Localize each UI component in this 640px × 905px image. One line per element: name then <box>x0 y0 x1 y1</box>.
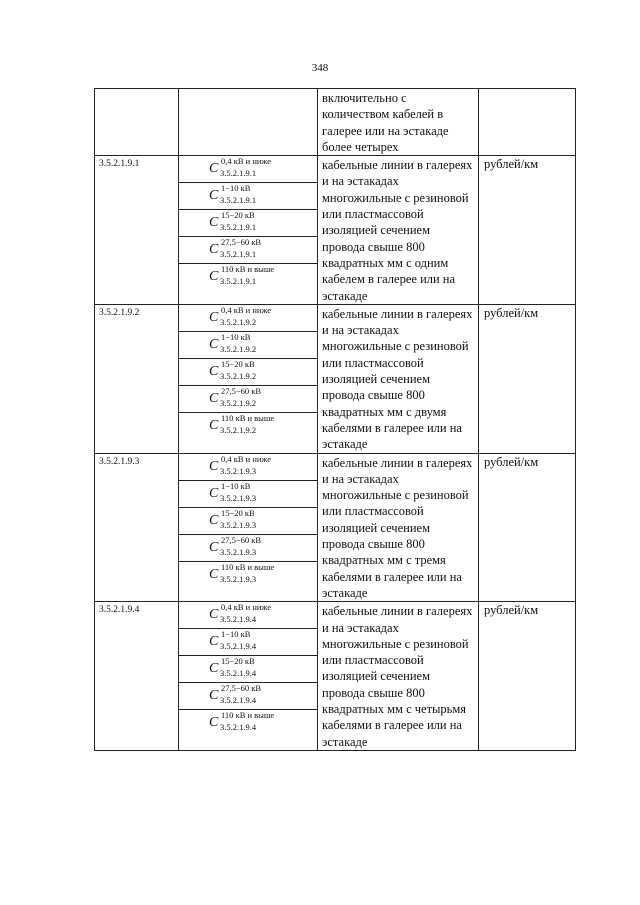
voltage-class: 15−20 кВ <box>221 507 255 518</box>
coefficient-index: 3.5.2.1.9.2 <box>220 424 257 435</box>
coefficient-symbol: C <box>209 390 219 406</box>
voltage-class: 110 кВ и выше <box>221 264 275 275</box>
coefficient-index: 3.5.2.1.9.4 <box>220 641 257 652</box>
voltage-class: 27,5−60 кВ <box>221 683 262 694</box>
description-cell: кабельные линии в галереях и на эстакадах многожильные с резиновой или пластмассовой изоляцией сечением провода свыше 800 квадратных мм с двумя кабелями в галерее или на эстакаде <box>318 304 479 453</box>
coefficient-index: 3.5.2.1.9.1 <box>220 249 257 260</box>
coefficient-index: 3.5.2.1.9.2 <box>220 370 257 381</box>
coefficient-index: 3.5.2.1.9.1 <box>220 195 257 206</box>
voltage-class: 1−10 кВ <box>221 480 251 491</box>
coefficient-index: 3.5.2.1.9.3 <box>220 492 257 503</box>
voltage-class: 1−10 кВ <box>221 629 251 640</box>
coefficient-subcell <box>179 386 317 413</box>
coefficient-subcell <box>179 602 317 629</box>
description-cell: кабельные линии в галереях и на эстакадах многожильные с резиновой или пластмассовой изоляцией сечением провода свыше 800 квадратных мм с четырьмя кабелями в галерее или на эстакаде <box>318 602 479 751</box>
code-cell <box>95 89 179 156</box>
description-cell: включительно с количеством кабелей в галерее или на эстакаде более четырех <box>318 89 479 156</box>
voltage-class: 0,4 кВ и ниже <box>221 602 271 613</box>
voltage-class: 110 кВ и выше <box>221 412 275 423</box>
coefficient-index: 3.5.2.1.9.4 <box>220 722 257 733</box>
coefficient-subcell <box>179 481 317 508</box>
table-row <box>95 602 576 751</box>
coefficient-subcell <box>179 454 317 481</box>
coefficient-symbol: C <box>209 661 219 677</box>
coefficient-symbol: C <box>209 688 219 704</box>
coefficient-subcell <box>179 413 317 452</box>
unit-cell: рублей/км <box>479 602 576 751</box>
coefficient-subcell <box>179 332 317 359</box>
coefficient-subcell <box>179 183 317 210</box>
voltage-class: 110 кВ и выше <box>221 710 275 721</box>
coefficient-subcell <box>179 535 317 562</box>
coefficient-subcell <box>179 683 317 710</box>
coefficient-symbol: C <box>209 336 219 352</box>
coefficient-symbol: C <box>209 715 219 731</box>
coefficient-symbol: C <box>209 566 219 582</box>
coefficient-cell <box>179 156 318 305</box>
voltage-class: 15−20 кВ <box>221 358 255 369</box>
coefficient-index: 3.5.2.1.9.2 <box>220 343 257 354</box>
coefficient-index: 3.5.2.1.9.3 <box>220 465 257 476</box>
coefficient-index: 3.5.2.1.9.2 <box>220 316 257 327</box>
voltage-class: 0,4 кВ и ниже <box>221 304 271 315</box>
tariff-table <box>94 88 576 751</box>
code-cell: 3.5.2.1.9.2 <box>95 304 179 453</box>
coefficient-subcell <box>179 264 317 303</box>
coefficient-symbol: C <box>209 607 219 623</box>
coefficient-symbol: C <box>209 634 219 650</box>
coefficient-subcell <box>179 210 317 237</box>
coefficient-subcell <box>179 710 317 749</box>
coefficient-symbol: C <box>209 512 219 528</box>
voltage-class: 1−10 кВ <box>221 183 251 194</box>
coefficient-symbol: C <box>209 417 219 433</box>
coefficient-symbol: C <box>209 309 219 325</box>
voltage-class: 110 кВ и выше <box>221 561 275 572</box>
coefficient-index: 3.5.2.1.9.4 <box>220 668 257 679</box>
coefficient-symbol: C <box>209 161 219 177</box>
voltage-class: 0,4 кВ и ниже <box>221 156 271 167</box>
voltage-class: 0,4 кВ и ниже <box>221 453 271 464</box>
coefficient-index: 3.5.2.1.9.4 <box>220 614 257 625</box>
coefficient-cell <box>179 89 318 156</box>
description-cell: кабельные линии в галереях и на эстакадах многожильные с резиновой или пластмассовой изоляцией сечением провода свыше 800 квадратных мм с одним кабелем в галерее или на эстакаде <box>318 156 479 305</box>
coefficient-subcell <box>179 305 317 332</box>
unit-cell: рублей/км <box>479 156 576 305</box>
coefficient-symbol: C <box>209 363 219 379</box>
coefficient-cell <box>179 453 318 602</box>
code-cell: 3.5.2.1.9.4 <box>95 602 179 751</box>
page-number: 348 <box>311 62 329 74</box>
coefficient-index: 3.5.2.1.9.4 <box>220 695 257 706</box>
coefficient-subcell <box>179 156 317 183</box>
voltage-class: 27,5−60 кВ <box>221 237 262 248</box>
coefficient-index: 3.5.2.1.9.1 <box>220 222 257 233</box>
coefficient-index: 3.5.2.1.9.3 <box>220 546 257 557</box>
coefficient-subcell <box>179 508 317 535</box>
voltage-class: 27,5−60 кВ <box>221 385 262 396</box>
table-row <box>95 156 576 305</box>
voltage-class: 15−20 кВ <box>221 210 255 221</box>
coefficient-symbol: C <box>209 188 219 204</box>
coefficient-index: 3.5.2.1.9.2 <box>220 397 257 408</box>
unit-cell: рублей/км <box>479 453 576 602</box>
coefficient-subcell <box>179 629 317 656</box>
coefficient-index: 3.5.2.1.9.3 <box>220 519 257 530</box>
voltage-class: 27,5−60 кВ <box>221 534 262 545</box>
voltage-class: 15−20 кВ <box>221 656 255 667</box>
coefficient-symbol: C <box>209 242 219 258</box>
coefficient-symbol: C <box>209 485 219 501</box>
code-cell: 3.5.2.1.9.1 <box>95 156 179 305</box>
coefficient-index: 3.5.2.1.9.1 <box>220 276 257 287</box>
table-row <box>95 89 576 156</box>
unit-cell <box>479 89 576 156</box>
coefficient-subcell <box>179 237 317 264</box>
coefficient-subcell <box>179 562 317 601</box>
table-row <box>95 453 576 602</box>
coefficient-symbol: C <box>209 269 219 285</box>
coefficient-cell <box>179 602 318 751</box>
coefficient-index: 3.5.2.1.9.3 <box>220 573 257 584</box>
coefficient-symbol: C <box>209 539 219 555</box>
coefficient-index: 3.5.2.1.9.1 <box>220 168 257 179</box>
unit-cell: рублей/км <box>479 304 576 453</box>
coefficient-cell <box>179 304 318 453</box>
code-cell: 3.5.2.1.9.3 <box>95 453 179 602</box>
table-row <box>95 304 576 453</box>
coefficient-symbol: C <box>209 215 219 231</box>
coefficient-subcell <box>179 359 317 386</box>
coefficient-symbol: C <box>209 458 219 474</box>
voltage-class: 1−10 кВ <box>221 331 251 342</box>
description-cell: кабельные линии в галереях и на эстакадах многожильные с резиновой или пластмассовой изоляцией сечением провода свыше 800 квадратных мм с тремя кабелями в галерее или на эстакаде <box>318 453 479 602</box>
coefficient-subcell <box>179 656 317 683</box>
